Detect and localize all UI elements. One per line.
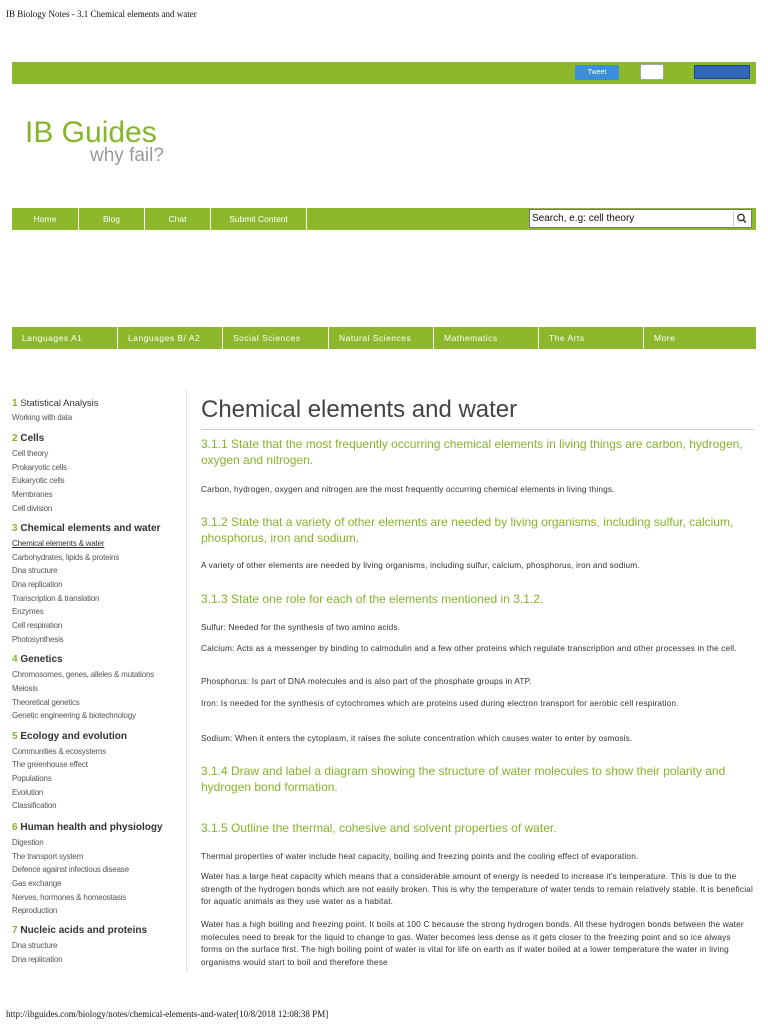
sidebar-section-4[interactable]: 4 Genetics [12, 654, 63, 665]
sidebar-link[interactable]: Membranes [12, 490, 53, 499]
social-button[interactable] [640, 64, 664, 80]
sidebar-link[interactable]: Enzymes [12, 607, 44, 616]
sidebar-link[interactable]: Transcription & translation [12, 594, 100, 603]
paragraph-thermal: Thermal properties of water include heat capacity, boiling and freezing points and the cooling effect of evaporation. [201, 851, 639, 861]
sidebar-link[interactable]: The transport system [12, 852, 84, 861]
sidebar-link[interactable]: The greenhouse effect [12, 760, 88, 769]
sidebar-link[interactable]: Cell division [12, 504, 53, 513]
nav-chat[interactable]: Chat [145, 208, 211, 230]
sidebar-link[interactable]: Defence against infectious disease [12, 865, 129, 874]
column-divider [186, 390, 187, 972]
sidebar-link[interactable]: Chromosomes, genes, alleles & mutations [12, 670, 155, 679]
sidebar-link[interactable]: Dna replication [12, 580, 63, 589]
subject-languages-a1[interactable]: Languages A1 [12, 327, 118, 349]
sidebar-link-active[interactable]: Chemical elements & water [12, 539, 105, 548]
print-footer: http://ibguides.com/biology/notes/chemical-elements-and-water[10/8/2018 12:08:38 PM] [6, 1009, 329, 1019]
sidebar-link[interactable]: Gas exchange [12, 879, 62, 888]
sidebar-link[interactable]: Theoretical genetics [12, 698, 80, 707]
paragraph-sodium: Sodium: When it enters the cytoplasm, it raises the solute concentration which causes water to enter by osmosis. [201, 733, 633, 743]
sidebar-link[interactable]: Communities & ecosystems [12, 747, 106, 756]
sidebar-section-6[interactable]: 6 Human health and physiology [12, 822, 163, 833]
sidebar-link[interactable]: Classification [12, 801, 57, 810]
subject-more[interactable]: More [654, 333, 676, 343]
heading-3-1-3: 3.1.3 State one role for each of the elements mentioned in 3.1.2. [201, 592, 544, 606]
subject-nav [12, 327, 756, 349]
nav-blog[interactable]: Blog [79, 208, 145, 230]
sidebar-link[interactable]: Photosynthesis [12, 635, 64, 644]
sidebar-link[interactable]: Eukaryotic cells [12, 476, 65, 485]
sidebar-link[interactable]: Reproduction [12, 906, 58, 915]
sidebar-link[interactable]: Dna replication [12, 955, 63, 964]
sidebar-link[interactable]: Dna structure [12, 941, 58, 950]
sidebar-section-1[interactable]: 1 Statistical Analysis [12, 398, 99, 409]
nav-submit-content[interactable]: Submit Content [211, 208, 307, 230]
sidebar-section-2[interactable]: 2 Cells [12, 433, 45, 444]
title-divider [201, 429, 754, 430]
heading-3-1-4: 3.1.4 Draw and label a diagram showing the structure of water molecules to show their polarity and hydrogen bond formation. [201, 764, 726, 794]
sidebar-link[interactable]: Genetic engineering & biotechnology [12, 711, 136, 720]
tweet-button[interactable]: Tweet [575, 65, 619, 80]
heading-3-1-2: 3.1.2 State that a variety of other elements are needed by living organisms, including sulfur, calcium, phosphorus, iron and sodium. [201, 515, 734, 545]
sidebar-section-3[interactable]: 3 Chemical elements and water [12, 523, 161, 534]
nav-home[interactable]: Home [12, 208, 79, 230]
subject-the-arts[interactable]: The Arts [539, 327, 644, 349]
sidebar-link[interactable]: Digestion [12, 838, 44, 847]
print-header: IB Biology Notes - 3.1 Chemical elements and water [6, 9, 197, 19]
sidebar-section-7[interactable]: 7 Nucleic acids and proteins [12, 925, 148, 936]
sidebar-link[interactable]: Dna structure [12, 566, 58, 575]
paragraph-heat-capacity: Water has a large heat capacity which means that a considerable amount of energy is needed to increase it’s temperature. This is due to the strength of the hydrogen bonds which are not easily broken. This is why the temperature of water tends to remain relatively stable. It is beneficial for aquatic animals as they use water as a habitat. [201, 871, 753, 906]
paragraph: A variety of other elements are needed by living organisms, including sulfur, calcium, phosphorus, iron and sodium. [201, 560, 640, 570]
sidebar-link[interactable]: Working with data [12, 413, 73, 422]
heading-3-1-1: 3.1.1 State that the most frequently occurring chemical elements in living things are carbon, hydrogen, oxygen and nitrogen. [201, 437, 743, 467]
paragraph-sulfur: Sulfur: Needed for the synthesis of two amino acids. [201, 622, 401, 632]
search-input[interactable] [532, 211, 727, 226]
heading-3-1-5: 3.1.5 Outline the thermal, cohesive and solvent properties of water. [201, 821, 557, 835]
subject-languages-b-a2[interactable]: Languages B/ A2 [118, 327, 223, 349]
sidebar-link[interactable]: Carbohydrates, lipids & proteins [12, 553, 119, 562]
sidebar-link[interactable]: Populations [12, 774, 52, 783]
share-button[interactable] [694, 65, 750, 79]
subject-natural-sciences[interactable]: Natural Sciences [329, 327, 434, 349]
paragraph-iron: Iron: Is needed for the synthesis of cytochromes which are proteins used during electron transport for aerobic cell respiration. [201, 698, 679, 708]
search-icon[interactable] [733, 211, 749, 226]
sidebar-section-5[interactable]: 5 Ecology and evolution [12, 731, 128, 742]
paragraph: Carbon, hydrogen, oxygen and nitrogen are the most frequently occurring chemical elements in living things. [201, 484, 615, 494]
sidebar-link[interactable]: Cell respiration [12, 621, 63, 630]
paragraph-boiling-point: Water has a high boiling and freezing point. It boils at 100 C because the strong hydrogen bonds. All these hydrogen bonds between the water molecules need to break for the liquid to change to gas. Water becomes less dense as it gets closer to the freezing point and so ice always forms on the surface first. The high boiling point of water is vital for life on earth as if water boiled at a lower temperature the water in living organisms would start to boil and therefore these [201, 919, 744, 967]
sidebar-link[interactable]: Prokaryotic cells [12, 463, 67, 472]
page-title: Chemical elements and water [201, 396, 518, 423]
sidebar-link[interactable]: Evolution [12, 788, 44, 797]
paragraph-calcium: Calcium: Acts as a messenger by binding to calmodulin and a few other proteins which regulate transcription and other processes in the cell. [201, 643, 737, 653]
search-box [529, 209, 752, 228]
subject-social-sciences[interactable]: Social Sciences [223, 327, 329, 349]
subject-mathematics[interactable]: Mathematics [434, 327, 539, 349]
site-logo[interactable]: IB Guides [25, 116, 157, 149]
sidebar-link[interactable]: Cell theory [12, 449, 49, 458]
sidebar-link[interactable]: Nerves, hormones & homeostasis [12, 893, 127, 902]
site-tagline: why fail? [90, 145, 164, 166]
sidebar-link[interactable]: Meiosis [12, 684, 38, 693]
paragraph-phosphorus: Phosphorus: Is part of DNA molecules and is also part of the phosphate groups in ATP. [201, 676, 532, 686]
